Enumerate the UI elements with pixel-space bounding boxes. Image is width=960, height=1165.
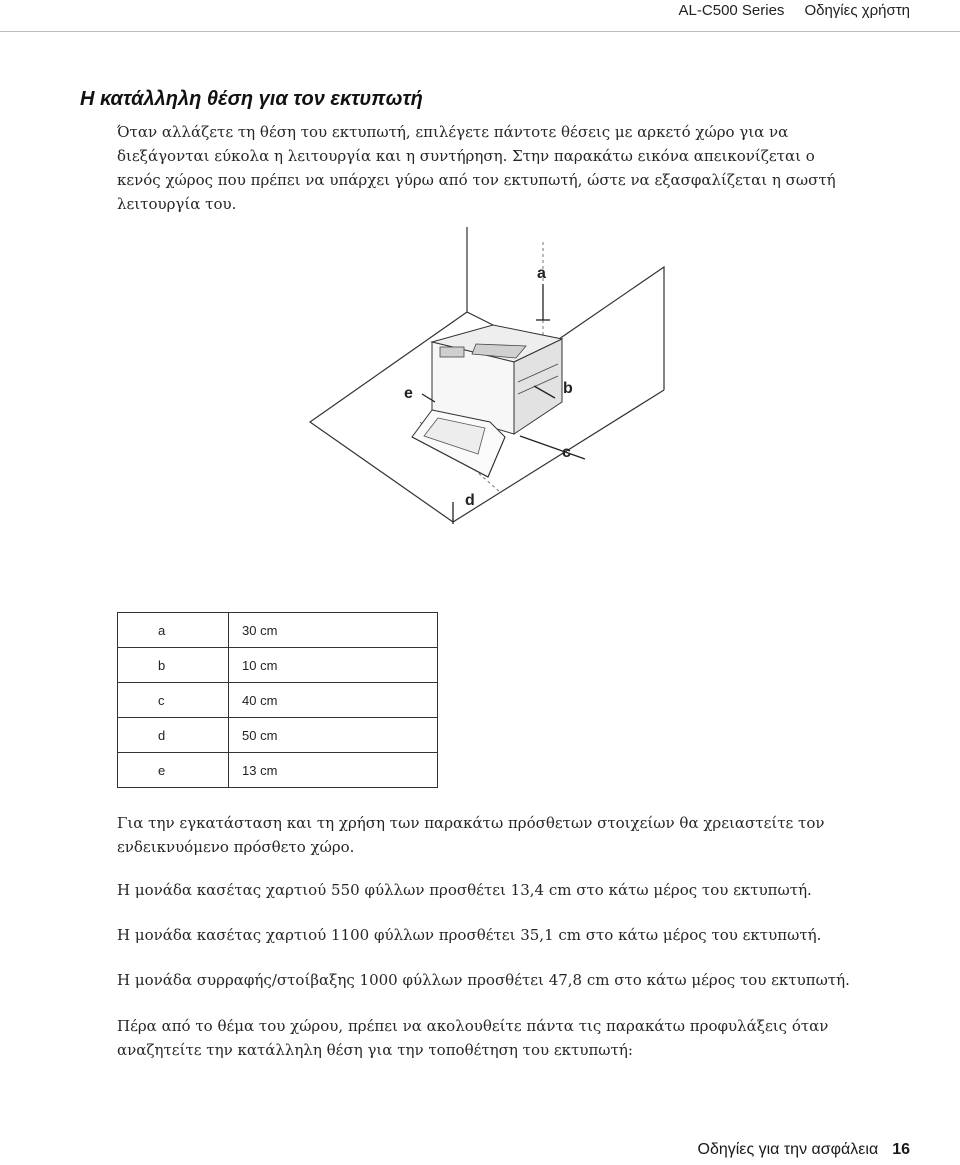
label-d: d xyxy=(465,492,475,509)
note-stapler-1000: Η μονάδα συρραφής/στοίβαξης 1000 φύλλων προσθέτει 47,8 cm στο κάτω μέρος του εκτυπωτή. xyxy=(117,971,850,989)
clearance-value: 50 cm xyxy=(229,718,438,753)
label-a: a xyxy=(537,265,546,282)
section-title: Η κατάλληλη θέση για τον εκτυπωτή xyxy=(80,88,423,110)
guide-name: Οδηγίες χρήστη xyxy=(804,2,910,19)
clearance-key: e xyxy=(118,753,229,788)
note-cassette-1100: Η μονάδα κασέτας χαρτιού 1100 φύλλων προσθέτει 35,1 cm στο κάτω μέρος του εκτυπωτή. xyxy=(117,926,822,944)
label-e: e xyxy=(404,385,413,402)
product-name: AL-C500 Series xyxy=(678,2,785,19)
clearance-key: d xyxy=(118,718,229,753)
precautions-intro: Πέρα από το θέμα του χώρου, πρέπει να ακολουθείτε πάντα τις παρακάτω προφυλάξεις όταν αναζητείτε την κατάλληλη θέση για την τοποθέτηση του εκτυπωτή: xyxy=(117,1017,829,1059)
label-c: c xyxy=(562,444,571,461)
clearance-value: 13 cm xyxy=(229,753,438,788)
page-number: 16 xyxy=(892,1141,910,1158)
clearance-value: 40 cm xyxy=(229,683,438,718)
intro-paragraph: Όταν αλλάζετε τη θέση του εκτυπωτή, επιλέγετε πάντοτε θέσεις με αρκετό χώρο για να διεξάγονται εύκολα η λειτουργία και η συντήρηση. Στην παρακάτω εικόνα απεικονίζεται ο κενός χώρος που πρέπει να υπάρχει γύρω από τον εκτυπωτή, ώστε να εξασφαλίζεται η σωστή λειτουργία του. xyxy=(117,123,836,213)
page-footer xyxy=(698,1135,911,1165)
options-intro: Για την εγκατάσταση και τη χρήση των παρακάτω πρόσθετων στοιχείων θα χρειαστείτε τον ενδεικνυόμενο πρόσθετο χώρο. xyxy=(117,814,825,856)
header-rule xyxy=(0,31,960,32)
clearance-key: c xyxy=(118,683,229,718)
label-b: b xyxy=(563,380,573,397)
table-row xyxy=(118,718,438,753)
page-header xyxy=(679,0,910,22)
clearance-value: 10 cm xyxy=(229,648,438,683)
footer-section: Οδηγίες για την ασφάλεια xyxy=(697,1141,879,1158)
table-row xyxy=(118,648,438,683)
note-cassette-550: Η μονάδα κασέτας χαρτιού 550 φύλλων προσθέτει 13,4 cm στο κάτω μέρος του εκτυπωτή. xyxy=(117,881,812,899)
clearance-table xyxy=(117,612,438,788)
table-row xyxy=(118,753,438,788)
printer-clearance-figure xyxy=(300,222,690,562)
table-row xyxy=(118,683,438,718)
clearance-key: b xyxy=(118,648,229,683)
clearance-value: 30 cm xyxy=(229,613,438,648)
table-row xyxy=(118,613,438,648)
clearance-key: a xyxy=(118,613,229,648)
